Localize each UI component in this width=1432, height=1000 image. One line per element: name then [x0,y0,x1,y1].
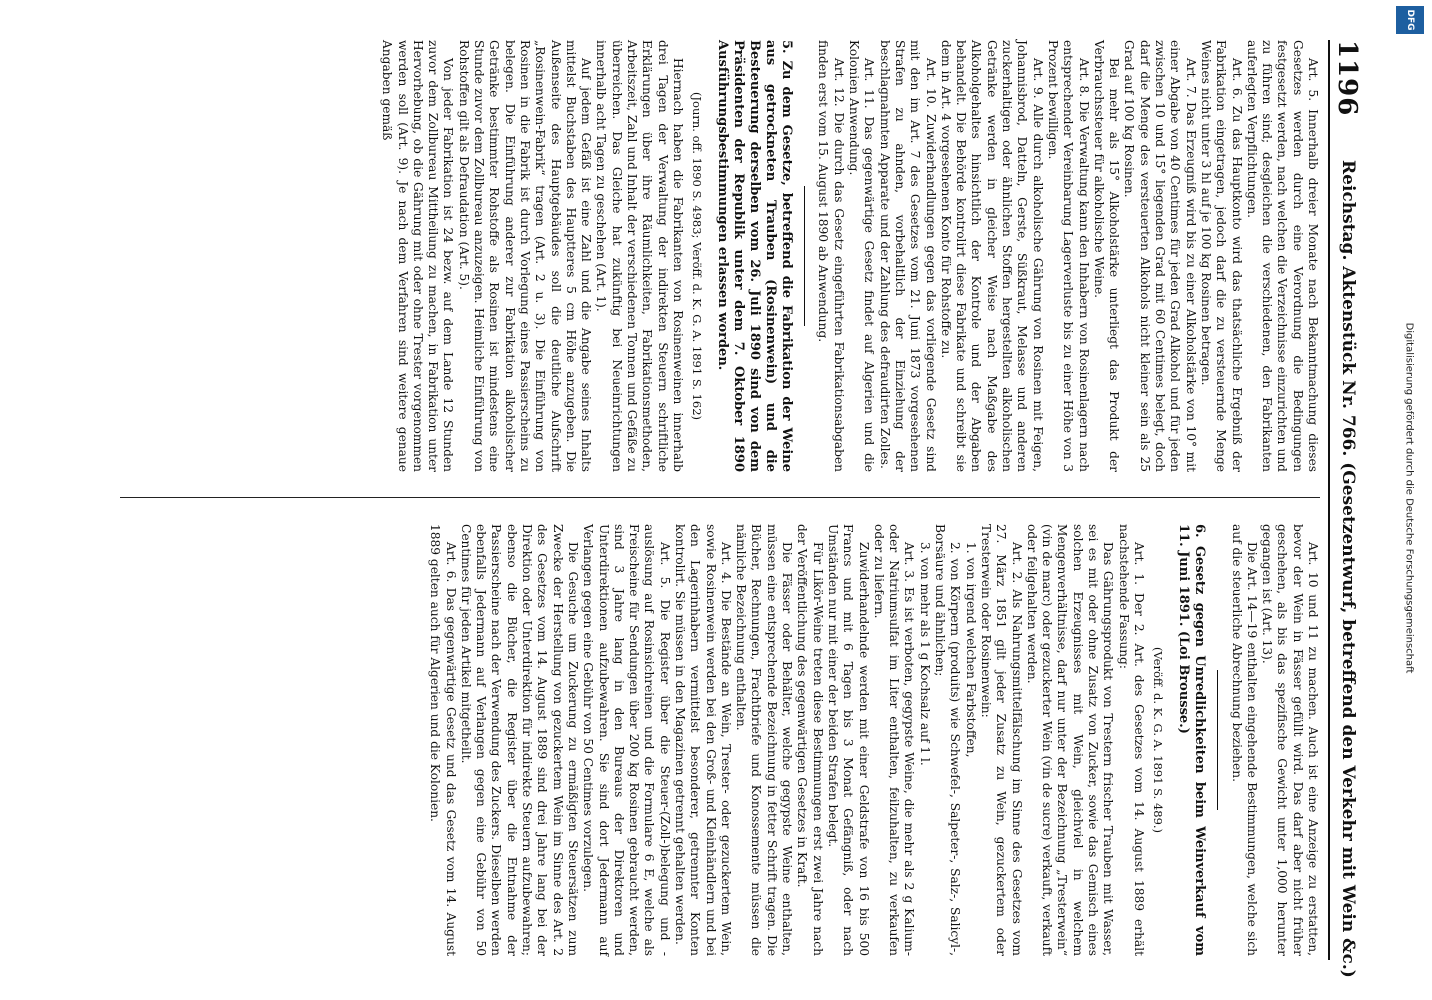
dfg-logo-text: DFG [1405,9,1415,31]
paragraph: Art. 5. Innerhalb dreier Monate nach Bekanntmachung dieses Gesetzes werden durch eine Verordnung die Bedingungen festgesetzt werden, nach welchen die Verzeichnisse einzurichten und zu führen sind; desgleichen die verschiedenen, den Fabrikanten auferlegten Verpflichtungen. [1244,40,1320,472]
paragraph: Hiernach haben die Fabrikanten von Rosinenweinen innerhalb drei Tagen der Verwaltung der indirekten Steuern schriftliche Erklärungen über ihre Räumlichkeiten, Fabrikationsmethoden, Arbeitszeit, Zahl und Inhalt der verschiedenen Tonnen und Gefäße zu überreichen. Das Gleiche hat zukünftig bei Neueinrichtungen innerhalb acht Tagen zu geschehen (Art. 1). [594,40,685,472]
dfg-logo [1396,6,1424,34]
running-head: Reichstag. Aktenstück Nr. 766. (Gesetzentwurf, betreffend den Verkehr mit Wein &c.) [1338,160,1358,978]
left-column [379,40,1320,472]
paragraph: Art. 10. Zuwiderhandlungen gegen das vorliegende Gesetz sind mit den im Art. 7 des Gesetzes vom 21. Juni 1873 vorgesehenen Strafen zu ahnden, vorbehaltlich der Einziehung der beschlagnahmten Apparate und der Zahlung des defraudirten Zolles. [877,40,938,472]
page-number: 1196 [1332,40,1362,117]
rotated-page-content [72,0,1432,1000]
paragraph: Art. 6. Zu das Hauptkonto wird das thatsächliche Ergebniß der Fabrikation eingetragen, jedoch darf die zu versteuernde Menge Weines nicht unter 3 hl auf je 100 kg Rosinen betragen. [1198,40,1244,472]
paragraph: Art. 4. Die Bestände an Wein, Trester- oder gezuckertem Wein, sowie Rosinenwein werden bei den Groß- und Kleinhändlern und bei den Lagerinhabern vermittelst besonderer, getrennter Konten kontrolirt. Sie müssen in den Magazinen getrennt gehalten werden. [673,524,733,956]
section-heading: 6. Gesetz gegen Unredlichkeiten beim Weinverkauf vom 11. Juni 1891. (Loi Brousse.) [1176,524,1208,956]
section-rule [804,186,805,326]
paragraph: Art. 8. Die Verwaltung kann den Inhabern von Rosinenlagern nach entsprechender Vereinbarung Lagerverluste bis zu einer Höhe von 3 Prozent bewilligen. [1045,40,1091,472]
section-heading: 5. Zu dem Gesetze, betreffend die Fabrikation der Weine aus getrockneten Trauben (Rosinenwein) und die Besteuerung derselben vom 26. Juli 1890 sind von dem Präsidenten der Republik unter dem 7. Oktober 1890 Ausführungsbestimmungen erlassen worden. [715,40,795,472]
paragraph: Art. 3. Es ist verboten, gegypste Weine, die mehr als 2 g Kalium- oder Natriumsulfat im Liter enthalten, feilzuhalten, zu verkaufen oder zu liefern. [871,524,917,956]
section-source: (Journ. off. 1890 S. 4983; Veröff. d. K. G. A. 1891 S. 162) [690,91,705,421]
paragraph: Art. 7. Das Erzeugniß wird bis zu einer Alkoholstärke von 10° mit einer Abgabe von 40 Centimes für jeden Grad Alkohol und für jeden zwischen 10 und 15° liegenden Grad mit 60 Centimes belegt, doch darf die Menge des versteuerten Alkohols nicht kleiner sein als 25 Grad auf 100 kg Rosinen. [1122,40,1198,472]
right-column [427,524,1320,956]
paragraph: Die Art. 14—19 enthalten eingehende Bestimmungen, welche sich auf die steuerliche Abrechnung beziehen. [1229,524,1259,956]
section-rule [1217,670,1218,810]
document-page [106,40,1366,978]
paragraph: Art. 2. Als Nahrungsmittelfälschung im Sinne des Gesetzes vom 27. März 1851 gilt jeder Zusatz zu Wein, gezuckertem oder Tresterwein oder Rosinenwein: [978,524,1024,956]
paragraph: Art. 10 und 11 zu machen. Auch ist eine Anzeige zu erstatten, bevor der Wein in Fässer gefüllt wird. Das darf aber nicht früher geschehen, als bis das spezifische Gewicht unter 1,000 herunter gegangen ist (Art. 13). [1260,524,1320,956]
paragraph: Art. 12. Die durch das Gesetz eingeführten Fabrikationsabgaben finden erst vom 15. August 1890 ab Anwendung. [816,40,846,472]
paragraph: Art. 1. Der 2. Art. des Gesetzes vom 14. August 1889 erhält nachstehende Fassung: [1116,524,1146,956]
paragraph: Art. 11. Das gegenwärtige Gesetz findet auf Algerien und die Kolonien Anwendung. [847,40,877,472]
paragraph: Bei mehr als 15° Alkoholstärke unterliegt das Produkt der Verbrauchssteuer für alkoholische Weine. [1091,40,1122,472]
paragraph: Art. 6. Das gegenwärtige Gesetz und das Gesetz vom 14. August 1889 gelten auch für Algerien und die Kolonien. [428,524,458,956]
paragraph: Für Likör-Weine treten diese Bestimmungen erst zwei Jahre nach der Veröffentlichung des gegenwärtigen Gesetzes in Kraft. [795,524,825,956]
paragraph: Von jeder Fabrikation ist 24 bezw. auf dem Lande 12 Stunden zuvor dem Zollbureau Mittheilung zu machen, in Fabrikation unter Hervorhebung, ob die Gährung mit oder ohne Trester vorgenommen werden soll (Art. 9). Je nach dem Verfahren sind weitere genaue Angaben gemäß [380,40,456,472]
list-item: 1. von irgend welchen Farbstoffen, [963,542,978,758]
paragraph: Zuwiderhandelnde werden mit einer Geldstrafe von 16 bis 500 Francs und mit 6 Tagen bis 3 Monat Gefängniß, oder nach Umständen nur mit einer der beiden Strafen belegt. [825,524,871,956]
paragraph: Die Fässer oder Behälter, welche gegypste Weine enthalten, müssen eine entsprechende Bezeichnung in fetter Schrift tragen. Die Bücher, Rechnungen, Frachtbriefe und Konossemente müssen die nämliche Bezeichnung enthalten. [734,524,795,956]
paragraph: Die Gesuche um Zuckerung zu ermäßigten Steuersätzen zum Zwecke der Herstellung von gezuckertem Wein im Sinne des Art. 2 des Gesetzes vom 14. August 1889 sind drei Jahre lang bei der Direktion oder Unterdirektion für indirekte Steuern aufzubewahren; ebenso die Bücher, die Register über die Entnahme der Passierscheine nach der Verwendung des Zuckers. Dieselben werden ebenfalls Jedermann auf Verlangen gegen eine Gebühr von 50 Centimes für jeden Artikel mitgetheilt. [458,524,580,956]
column-divider [120,497,1320,498]
paragraph: Art. 9. Alle durch alkoholische Gährung von Rosinen mit Feigen, Johannisbrod, Datteln, Gerste, Süßkraut, Melasse und anderen zuckerhaltigen oder ähnlichen Stoffen hergestellten alkoholischen Getränke werden in gleicher Weise nach Maßgabe des Alkoholgehaltes hinsichtlich der Kontrole und der Abgaben behandelt. Die Behörde kontrolirt diese Fabrikate und schreibt sie dem in Art. 4 vorgesehenen Konto für Rohstoffe zu. [938,40,1045,472]
list-item: 3. von mehr als 1 g Kochsalz auf 1 l. [917,542,932,766]
digitization-credit-text: Digitalisierung gefördert durch die Deutsche Forschungsgemeinschaft [1403,322,1415,674]
page-header [1328,40,1366,978]
section-source: (Veröff. d. K. G. A. 1891 S. 489.) [1151,646,1166,834]
paragraph: Art. 5. Die Register über die Steuer-(Zoll-)belegung und -auslösung auf Rosinsichreinen und die Formulare 6 E, welche als Freischeine für Sendungen über 200 kg Rosinen gebraucht werden, sind 3 Jahre lang in den Bureaus der Direktoren und Unterdirektionen aufzubewahren. Sie sind dort Jedermann auf Verlangen gegen eine Gebühr von 50 Centimes vorzulegen. [581,524,672,956]
list-item: 2. von Körpern (produits) wie Schwefel-, Salpeter-, Salz-, Salicyl-, Borsäure und ähnlichen; [933,524,963,956]
paragraph: Auf jedem Gefäß ist eine Zahl und die Angabe seines Inhalts mittelst Buchstaben des Hauptteres 5 cm Höhe anzugeben. Die Außenseite des Hauptgebäudes soll die deutliche Aufschrift „Rosinenwein-Fabrik“ tragen (Art. 2 u. 3). Die Einführung von Rosinen in die Fabrik ist durch Vorlegung eines Passierscheins zu belegen. Die Einführung anderer zur Fabrikation alkoholischer Getränke bestimmter Rohstoffe als Rosinen ist mindestens eine Stunde zuvor dem Zollbureau anzuzeigen. Heimliche Einführung von Rohstoffen gilt als Defraudation (Art. 5). [456,40,594,472]
paragraph: Das Gährungsprodukt von Trestern frischer Trauben mit Wasser, sei es mit oder ohne Zusatz von Zucker, sowie das Gemisch eines solchen Erzeugnisses mit Wein, gleichviel in welchem Mengenverhältnisse, darf nur unter der Bezeichnung „Tresterwein“ (vin de marc) oder gezuckerter Wein (vin de sucre) verkauft, verkauft oder feilgehalten werden. [1024,524,1116,956]
